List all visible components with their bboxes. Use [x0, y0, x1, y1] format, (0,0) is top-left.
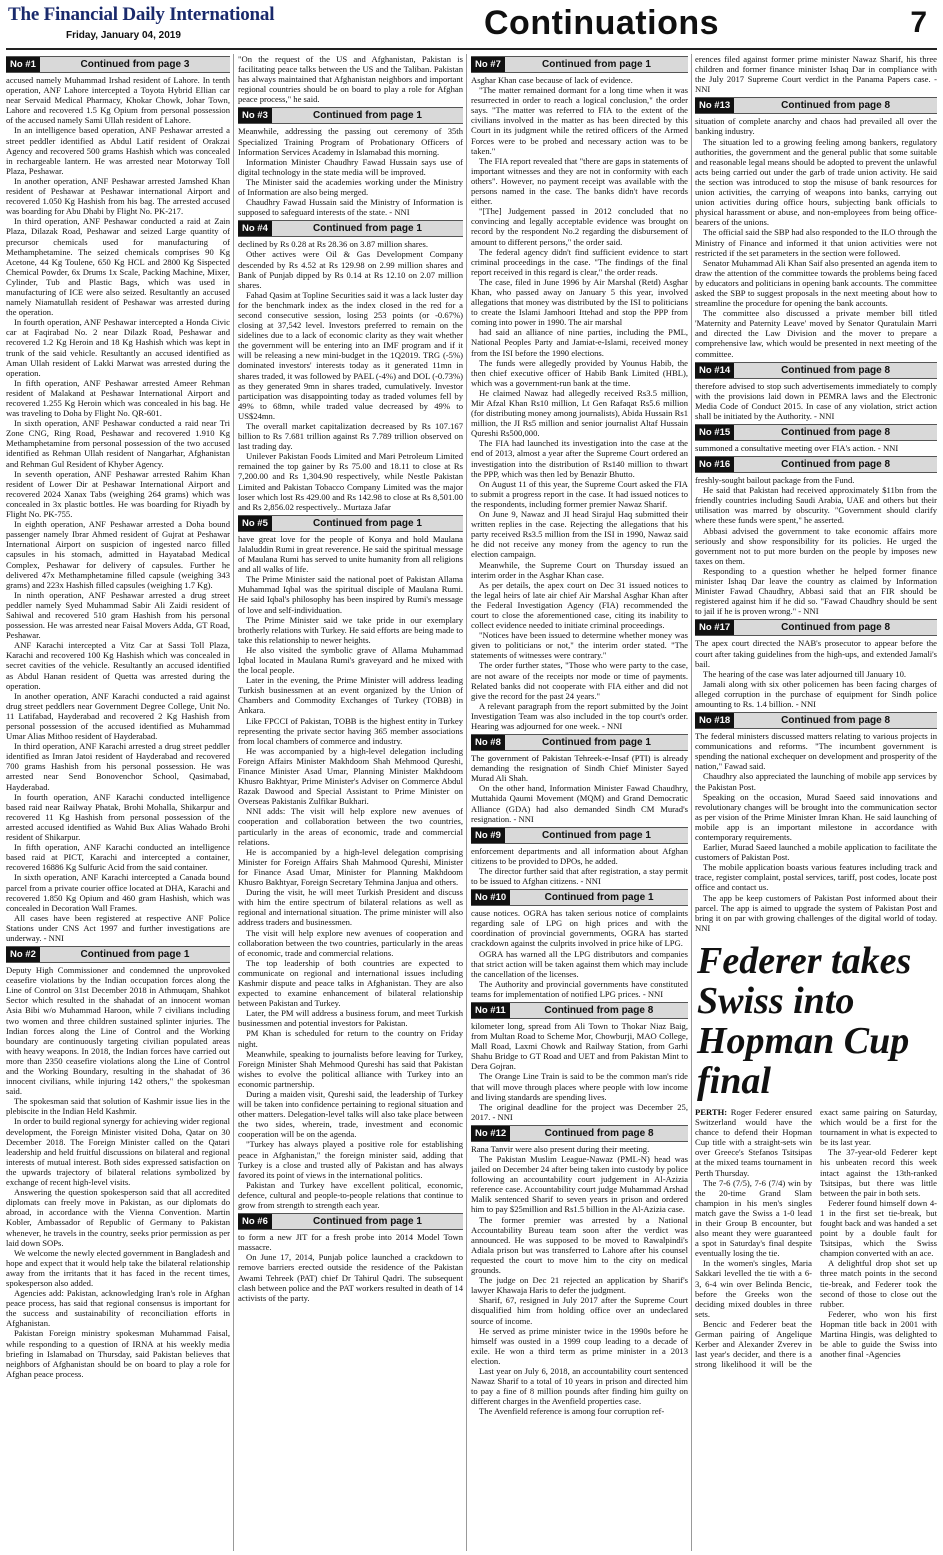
- story-number: No #4: [238, 221, 272, 236]
- story-body: [238, 54, 463, 104]
- story: [471, 734, 688, 824]
- paragraph: The government of Pakistan Tehreek-e-Insaf (PTI) is already demanding the resignation of Sindh Chief Minister Sayed Murad Ali Shah.: [471, 753, 688, 784]
- paragraph: situation of complete anarchy and chaos had prevailed all over the banking industry.: [695, 116, 937, 137]
- continuation-header: [6, 56, 230, 73]
- paragraph: In another operation, ANF Peshawar arrested Jamshed Khan resident of Peshawar at Peshawar international Airport and recovered 1.050 Kg Hashish from his bag. The arrested accused was boarding for Abu Dhabi by Flight No. PK-217.: [6, 175, 230, 217]
- paragraph: Meanwhile, speaking to journalists before leaving for Turkey, Foreign Minister Shah Mehmood Qureshi has said that Pakistan wishes to evolve the political alliance with Turkey into an economic partnership.: [238, 1048, 463, 1089]
- paper-name: The Financial Daily International: [8, 4, 275, 25]
- paragraph: He is accompanied by a high-level delegation comprising Minister for Foreign Affairs Shah Mahmood Qureshi, Minister for Finance Asad Umar, Minister for Planning Makhdoom Khusro Bakhtyar, Foreign Secretary Tehmina Janjua and others.: [238, 846, 463, 888]
- paragraph: The Orange Line Train is said to be the common man's ride that will move through places where people with low income and living standards are spending lives.: [471, 1071, 688, 1102]
- column-2: [238, 54, 463, 1551]
- continuation-header: [471, 1125, 688, 1142]
- continued-from: Continued from page 8: [781, 427, 891, 438]
- story: [695, 424, 937, 453]
- paragraph: In sixth operation, ANF Karachi intercepted a Canada bound parcel from a private courier office located at DHA, Karachi and recovered 1.850 Kg Opium and 460 gram Hashish, which was concealed in Decoration Wall Frames.: [6, 872, 230, 913]
- paragraph: In the women's singles, Maria Sakkari levelled the tie with a 6-3, 6-4 win over Belinda Bencic, before the Greeks won the deciding mixed doubles in three sets.: [695, 1258, 812, 1319]
- paragraph: A relevant paragraph from the report submitted by the Joint Investigation Team was also included in the top court's order. Hearing was adjourned for one week. - NNI: [471, 700, 688, 731]
- paragraph: The apex court directed the NAB's prosecutor to appear before the court after taking guidelines from the high-ups, and extended Jamali's bail.: [695, 638, 937, 669]
- story: [238, 107, 463, 217]
- story-number: No #17: [695, 620, 734, 635]
- paragraph: "The matter remained dormant for a long time when it was resurrected in order to reach a logical conclusion," the order says. "The matter was referred to FIA to the extent of the civilians involved in the matter as has been directed by this Court in its judgment while the retired officers of the Armed Forces were to be probed and necessary action was to be taken.": [471, 85, 688, 156]
- story: [695, 712, 937, 933]
- column-divider: [466, 54, 467, 1551]
- story-number: No #15: [695, 425, 734, 440]
- paragraph: Fahad Qasim at Topline Securities said it was a lack luster day for the benchmark index as the index closed in the red for a second consecutive session, losing 253 points (or -0.67%) closing at 37,542 level. Investors preferred to remain on the sidelines due to a lack of economic clarity as they wait whether the government will be entering into an IMF program and if it will be releasing a new mini-budget in the 1Q2019. TRG (-5%) dominated investors' interests today as it generated 11mn in shares traded, it was followed by PAEL (-4%) and DOL (-0.73%) as they generated 9mn in shares traded, cumulatively. Investor participation was disappointing today as traded volumes fell by 49% to 68mn, while traded value decreased by 49% to US$24mn.: [238, 289, 463, 421]
- paragraph: accused namely Muhammad Irshad resident of Lahore. In tenth operation, ANF Lahore intercepted a Toyota Hybrid Ellian car near Servaid Medical Pharmacy, Khokar Chowk, Johar Town, Lahore and recovered 1.5 Kg Opium from personal possession of the accused namely Sami Ullah resident of Lahore.: [6, 75, 230, 126]
- story-number: No #18: [695, 713, 734, 728]
- story-body: [471, 753, 688, 824]
- story-number: No #1: [6, 57, 40, 72]
- story: [238, 515, 463, 1210]
- story: [471, 1125, 688, 1417]
- story-body: [238, 239, 463, 512]
- continuation-header: [695, 456, 937, 473]
- paragraph: The federal agency didn't find sufficient evidence to start criminal proceedings in the case. "The findings of the final report received in this regard is clear," the order reads.: [471, 246, 688, 277]
- paragraph: In third operation, ANF Karachi arrested a drug street peddler identified as Imran Jatoi resident of Hayderabad and recovered 700 grams Hashish from his personal possession. He was arrested near Send Bonovenchor School, Qasimabad, Hayderabad.: [6, 741, 230, 792]
- story: [238, 1213, 463, 1303]
- paragraph: The Pakistan Muslim League-Nawaz (PML-N) head was jailed on December 24 after being taken into custody by police following an accountability court judgement in Al-Azizia reference case. Accountability court judge Muhammad Arshad Malik sentenced Sharif to seven years in prison and ordered him to pay $25million and Rs1.5 billion in the Al-Azizia case.: [471, 1154, 688, 1215]
- paragraph: therefore advised to stop such advertisements immediately to comply with the provisions laid down in PEMRA laws and the Electronic Media Code of Conduct 2015. In case of any violation, strict action shall be initiated by the Authority. - NNI: [695, 380, 937, 421]
- paragraph: Rana Tanvir were also present during their meeting.: [471, 1143, 650, 1154]
- continuation-header: [695, 619, 937, 636]
- paragraph: In ninth operation, ANF Peshawar arrested a drug street peddler namely Syed Muhammad Sabir Ali Zaidi resident of Sahiwal and recovered 510 gram Hashish from his personal possession. He was arrested near Faisal Movers Adda, GT Road, Peshawar.: [6, 589, 230, 641]
- paragraph: Last year on July 6, 2018, an accountability court sentenced Nawaz Sharif to a total of 10 years in prison and directed him to pay a fine of 8 million pounds after finding him guilty on different charges in the Avenfield properties case.: [471, 1365, 688, 1407]
- paragraph: kilometer long, spread from Ali Town to Thokar Niaz Baig, from Multan Road to Scheme Mor, Chowburji, MAO College, Mall Road, Laxmi Chowk and Railway Station, from Garhi Shahu Bridge to GT Road and UET and from Pakistan Mint to Dera Gojran.: [471, 1020, 688, 1072]
- paragraph: The director further said that after registration, a stay permit to be issued to Afghan citizens. - NNI: [471, 865, 688, 887]
- paragraph: Federer, who won his first Hopman title back in 2001 with Martina Hingis, was delighted to be able to guide the Swiss into another final -Agencies: [820, 1308, 937, 1360]
- paragraph: He said that Pakistan had received approximately $11bn from the friendly countries including Saudi Arabia, UAE and others but their utilisation was marred by obscurity. "Government should clarify where these funds were spent," he asserted.: [695, 485, 937, 526]
- paragraph: The Minister said the academies working under the Ministry of Information are also being merged.: [238, 176, 463, 198]
- paragraph: Like FPCCI of Pakistan, TOBB is the highest entity in Turkey representing the private sector having 365 member associations from local chambers of commerce and industry.: [238, 715, 463, 746]
- continued-from: Continued from page 3: [80, 59, 190, 70]
- paragraph: Abbasi advised the government to take economic affairs more seriously and show responsibility for its policies. He urged the government not to put more burden on the people by imposes new taxes on them.: [695, 525, 937, 566]
- paragraph: The 7-6 (7/5), 7-6 (7/4) win by the 20-time Grand Slam champion in his men's singles match gave the Swiss a 1-0 lead in their Group B encounter, but also meant they were guaranteed a spot in Saturday's final despite eventually losing the tie.: [695, 1177, 812, 1259]
- continuation-header: [695, 712, 937, 729]
- story-body: [695, 475, 937, 616]
- story: [695, 97, 937, 358]
- paragraph: Other actives were Oil & Gas Development Company descended by Rs 4.52 at Rs 129.98 on 2.99 million shares and Bank of Punjab dipped by Rs 0.14 at Rs 12.10 on 2.07 million shares.: [238, 249, 463, 290]
- story: [471, 827, 688, 886]
- story-body: [471, 1021, 688, 1122]
- paragraph: Asghar Khan case because of lack of evidence.: [471, 75, 633, 85]
- paragraph: The federal ministers discussed matters relating to various projects in communications and reforms. "The incumbent government is spending the national exchequer on development and prosperity of the nation," Fawad said.: [695, 731, 937, 772]
- paragraph: "On the request of the US and Afghanistan, Pakistan is facilitating peace talks between the US and the Taliban. Pakistan has always maintained that Afghanistan neighbors and important regional countries should be on board to play a role for Afghan peace process," he said.: [238, 54, 463, 105]
- paragraph: The committee also discussed a private member bill titled 'Maternity and Paternity Leave' moved by Senator Quratulain Marri and directed the Law Division and the mover to prepare a comprehensive law, which would be presented in next meeting of the committee.: [695, 308, 937, 359]
- story: [695, 54, 937, 94]
- paragraph: Senator Muhammad Ali Khan Saif also presented an agenda item to draw the attention of the committee towards the problems being faced by educators and politicians in opening bank accounts. The committee asked the SBP to suggest proposals in the next meeting about how to streamline the procedure for opening the bank accounts.: [695, 257, 937, 309]
- paragraph: Deputy High Commissioner and condemned the unprovoked ceasefire violations by the Indian occupation forces along the Line of Control on 31st December 2018 in Athmuqam, Shahkot Sector which resulted in the shahadat of an innocent woman Asia Bibi w/o Muhammad Haroon, while 7 civilians including two women and three children sustained splinter injuries. The Indian forces along the Line of Control and the Working boundary are continuously targeting civilian populated areas with heavy weapons. In 2018, the Indian forces have carried out more than 2350 ceasefire violations along the Line of Control and the Working Boundary, resulting in the shahadat of 36 innocent civilians, while injuring 142 others," the spokesman said.: [6, 965, 230, 1097]
- column-1: [6, 54, 230, 1551]
- story-body: [695, 116, 937, 358]
- story-number: No #10: [471, 890, 510, 905]
- paragraph: He claimed Nawaz had allegedly received Rs3.5 million, Mir Afzal Khan Rs10 million, Lt Gen Rafaqat Rs5.6 million (for distributing money among journalists), Abida Hussain Rs1 million, the JI Rs5 million and senior journalist Altaf Hussain Qureshi Rs500,000.: [471, 387, 688, 439]
- paragraph: Earlier, Murad Saeed launched a mobile application to facilitate the customers of Pakistan Post.: [695, 842, 937, 863]
- paragraph: Answering the question spokesperson said that all accredited diplomats can freely move in Pakistan, as our diplomats do abroad, in accordance with the Vienna Convention. Martin Kobler, Ambassador of Republic of Germany to Pakistan whenever, he travels in the country, seeks prior permission as per laid down SOPs.: [6, 1187, 230, 1248]
- continued-from: Continued from page 8: [781, 622, 891, 634]
- paragraph: The Avenfield reference is among four corruption ref-: [479, 1406, 665, 1417]
- paragraph: erences filed against former prime minister Nawaz Sharif, his three children and former finance minister Ishaq Dar in compliance with the July 2017 Supreme Court verdict in the Panama Papers case. - NNI: [695, 54, 937, 95]
- paragraph: Jamali along with six other policemen has been facing charges of alleged corruption in the purchase of equipment for Sindh police amounting to Rs. 1.4 billion. - NNI: [695, 678, 937, 709]
- paragraph: A delightful drop shot set up three match points in the second tie-break, and Federer took the second of those to close out the rubber.: [820, 1258, 937, 1309]
- paragraph: In order to build regional synergy for achieving wider regional development, the Foreign Minister visited Doha, Qatar on 30 December 2018. The Foreign Minister called on the Qatari leadership and held fruitful discussions on bilateral and regional interests of mutual interest. Both sides expressed satisfaction on the upwards trajectory of bilateral relations symbolized by exchange of recent high-level visits.: [6, 1116, 230, 1188]
- story-body: [6, 965, 230, 1379]
- column-divider: [691, 54, 692, 1551]
- story: [471, 1002, 688, 1122]
- story-number: No #2: [6, 947, 40, 962]
- story-number: No #14: [695, 363, 734, 378]
- story-body: [471, 1144, 688, 1417]
- story: [695, 362, 937, 421]
- paragraph: enforcement departments and all information about Afghan citizens to be provided to DPOs, he added.: [471, 845, 688, 866]
- section-title: Continuations: [484, 4, 720, 42]
- continued-from: Continued from page 1: [80, 949, 190, 961]
- paragraph-text: Roger Federer ensured Switzerland would have the chance to defend their Hopman Cup title with a straight-sets win over Greece's Stefanos Tsitsipas at the mixed teams tournament in Perth Thursday.: [695, 1106, 812, 1178]
- column-divider: [233, 54, 234, 1551]
- paragraph: The official said the SBP had also responded to the ILO through the Ministry of Finance and informed it that union activities were not restricted if the set parameters in the section were followed.: [695, 227, 937, 258]
- story-number: No #11: [471, 1003, 510, 1018]
- continued-from: Continued from page 1: [312, 110, 422, 122]
- story: [6, 946, 230, 1379]
- masthead: [6, 0, 937, 50]
- continued-from: Continued from page 8: [781, 100, 891, 112]
- story: [471, 889, 688, 999]
- paragraph: ANF Karachi intercepted a Vitz Car at Sassi Toll Plaza, Karachi and recovered 100 Kg Hashish which was concealed in secret cavities of the vehicle. Resultantly an accused identified as Abdul Hanan resident of Quetta was arrested during the operation.: [6, 640, 230, 691]
- paragraph: have great love for the people of Konya and hold Maulana Jalaluddin Rumi in great reverence. He said the spiritual message of Maulana Rumi has served to unite humanity from all religions and all walks of life.: [238, 533, 463, 575]
- paragraph: On August 11 of this year, the Supreme Court asked the FIA to submit a progress report in the case. It had issued notices to the respondents, including former premier Nawaz Sharif.: [471, 478, 688, 509]
- paper-date: Friday, January 04, 2019: [66, 30, 181, 41]
- paragraph: In third operation, ANF Peshawar conducted a raid at Zain Plaza, Dilazak Road, Peshawar and seized Large quantity of precursor chemicals used for manufacturing of Methamphetamine. The seized chemicals comprises 90 Kg Acetone, 44 Kg Toulene, 650 Kg HCL and 2800 Kg Sispected Chemical Powder, 6x Drums 1x Scale, Packing Machine, Mixer, Cylinder, Tub and Plastic Bags, which was used in manufacturing of ICE were also seized. Resultantly an accused namely Niamatullah resident of Peshawar was arrested during the operation.: [6, 216, 230, 318]
- continuation-header: [238, 107, 463, 124]
- paragraph: Later in the evening, the Prime Minister will address leading Turkish businessmen at an event organized by the Union of Chambers and Commodity Exchanges of Turkey (TOBB) in Ankara.: [238, 675, 463, 716]
- continuation-header: [471, 827, 688, 844]
- continuation-header: [695, 424, 937, 441]
- story-number: No #5: [238, 516, 272, 531]
- paragraph: PM Khan is scheduled for return to the country on Friday night.: [238, 1028, 463, 1049]
- paragraph: had said an alliance of nine parties, including the PML, National Peoples Party and Jamiat-e-Islami, received money from the ISI before the 1990 elections.: [471, 327, 688, 358]
- paragraph: The 37-year-old Federer kept his unbeaten record this week intact against the 13th-ranked Tsitsipas, but there was little between the pair in both sets.: [820, 1147, 937, 1198]
- continuation-header: [238, 220, 463, 237]
- paragraph: During the visit, he will meet Turkish President and discuss with him the entire spectrum of bilateral relations as well as regional and international situation. The prime minister will also address traders and businessmen.: [238, 887, 463, 928]
- paragraph: He served as prime minister twice in the 1990s before he himself was ousted in a 1999 coup leading to a decade of exile. He won a third term as prime minister in a 2013 election.: [471, 1325, 688, 1366]
- continued-from: Continued from page 8: [544, 1004, 654, 1016]
- story: [695, 456, 937, 616]
- paragraph: In fifth operation, ANF Peshawar arrested Ameer Rehman resident of Malakand at Peshawar International Airport and recovered 1.255 Kg Heroin which was concealed in his bag. He was traveling to Doha by Flight No. QR-601.: [6, 377, 230, 419]
- story: [471, 56, 688, 731]
- paragraph: The FIA had launched its investigation into the case at the end of 2013, almost a year after the Supreme Court ordered an investigation into the distribution of Rs140 million to thwart the PPP, which was then led by Benazir Bhutto.: [471, 438, 688, 479]
- paragraph: All cases have been registered at respective ANF Police Stations under CNS Act 1997 and further investigations are underway. - NNI: [6, 912, 230, 943]
- paragraph: "Turkey has always played a positive role for establishing peace in Afghanistan," the foreign minister said, adding that Turkey is a close and trusted ally of Pakistan and has always favored its point of views in the international politics.: [238, 1139, 463, 1180]
- story-body: [238, 534, 463, 1210]
- paragraph: cause notices. OGRA has taken serious notice of complaints regarding sale of LPG on high prices and with the coordination of provincial governments, OGRA has started crackdown against the culprits involved in price hike of LPG.: [471, 908, 688, 949]
- continued-from: Continued from page 1: [544, 892, 654, 904]
- paragraph: On June 9, Nawaz and JI head Sirajul Haq submitted their written replies in the case. Rejecting the allegations that his party received Rs3.5 million from the ISI in 1990, Nawaz said he did not receive any money from the agency to run the election campaign.: [471, 509, 688, 560]
- paragraph: The mobile application boasts various features including track and trace, register complaint, postal services, tariff, post codes, locate post office and contact us.: [695, 862, 937, 893]
- continued-from: Continued from page 8: [781, 715, 891, 727]
- paragraph: In an intelligence based operation, ANF Peshawar arrested a street peddler identified as Abdul Latif resident of Orakzai Agency and recovered 500 grams Hashish which was concealed in rechargeable lantern. He was arrested near Motorway Toll Plaza, Peshawar.: [6, 125, 230, 176]
- story-body: [695, 638, 937, 709]
- paragraph: The funds were allegedly provided by Younus Habib, the then chief executive officer of Habib Bank Limited (HBL), which was a government-run bank at the time.: [471, 357, 688, 388]
- paragraph: Chaudhry also appreciated the launching of mobile app services by the Pakistan Post.: [695, 771, 937, 792]
- continued-from: Continued from page 1: [541, 829, 651, 841]
- continuation-header: [471, 734, 688, 751]
- paragraph: In seventh operation, ANF Peshawar arrested Rahim Khan resident of Lower Dir at Peshawar International Airport and recovered 2024 Xanax Tabs (weighing 264 grams) which was concealed in 3x plastic bottles. He was boarding for Riyadh by Flight No. PK-755.: [6, 468, 230, 520]
- story-number: No #13: [695, 98, 734, 113]
- paragraph: Agencies add: Pakistan, acknowledging Iran's role in Afghan peace process, has said that regional consensus is important for the success and sustainability of reconciliation efforts in Afghanistan.: [6, 1288, 230, 1329]
- paragraph: In sixth operation, ANF Peshawar conducted a raid near Tri Zone CNG, Ring Road, Peshawar and recovered 1.910 Kg Methamphetamine from personal possession of the two accused identified as Rehman Ullah resident of Nangarhar, Afghanistan and Rehman Gul Resident of Khyber Agency.: [6, 418, 230, 469]
- continuation-header: [695, 97, 937, 114]
- paragraph: The visit will help explore new avenues of cooperation and collaboration between the two countries, particularly in the areas of economic, trade and commercial relations.: [238, 927, 463, 958]
- continued-from: Continued from page 8: [544, 1127, 654, 1139]
- story-number: No #3: [238, 108, 272, 123]
- paragraph: The overall market capitalization decreased by Rs 107.167 billion to Rs 7.681 trillion against Rs 7.789 trillion observed on last trading day.: [238, 421, 463, 452]
- story: [238, 54, 463, 104]
- continuation-header: [238, 1213, 463, 1230]
- column-4: [695, 54, 937, 1551]
- story-number: No #9: [471, 828, 505, 843]
- continuation-header: [471, 889, 688, 906]
- paragraph: Sharif, 67, resigned in July 2017 after the Supreme Court disqualified him from holding office over an undeclared source of income.: [471, 1295, 688, 1326]
- story-number: No #6: [238, 1214, 272, 1229]
- column-3: [471, 54, 688, 1551]
- story: [695, 619, 937, 709]
- story-number: No #12: [471, 1126, 510, 1141]
- continued-from: Continued from page 1: [312, 1216, 422, 1228]
- paragraph: We welcome the newly elected government in Bangladesh and hope and expect that it would help take the bilateral relationship away from the irritants that it has faced in the recent times, spokesperson also added.: [6, 1247, 230, 1288]
- paragraph: Pakistan Foreign ministry spokesman Muhammad Faisal, while responding to a question of IRNA at his weekly media briefing in Islamabad on Thursday, said Pakistan believes that neighbors of Afghanistan should be on board to play a role for Afghan peace process.: [6, 1328, 230, 1379]
- dateline: PERTH:: [695, 1106, 728, 1117]
- continuation-header: [695, 362, 937, 379]
- continued-from: Continued from page 8: [781, 364, 891, 376]
- paragraph: freshly-sought bailout package from the Fund.: [695, 475, 855, 486]
- paragraph: In fourth operation, ANF Peshawar intercepted a Honda Civic car at Faqirabad No. 2 near Dilazk Road, Peshawar and recovered 1.2 Kg Heroin and 18 Kg Hashish which was kept in trunk of the said vehicle. Resultantly an accused identified as Aman Ullah resident of Lakki Marwat was arrested during the operation.: [6, 317, 230, 378]
- paragraph: He also visited the symbolic grave of Allama Muhammad Iqbal located in Maulana Rumi's graveyard and he mixed with the local people.: [238, 644, 463, 676]
- story-body: [695, 731, 937, 933]
- continuation-header: [471, 56, 688, 73]
- paragraph: The top leadership of both countries are expected to communicate on regional and international issues including Kashmir dispute and peace talks in Afghanistan. They are also expected to examine enhancement of bilateral relationship between Pakistan and Turkey.: [238, 957, 463, 1009]
- story-body: [695, 54, 937, 94]
- paragraph: Chaudhry Fawad Hussain said the Ministry of Information is supposed to safeguard interests of the state. - NNI: [238, 197, 463, 218]
- story-body: [6, 75, 230, 943]
- paragraph: Later, the PM will address a business forum, and meet Turkish businessmen and potential investors for Pakistan.: [238, 1008, 463, 1029]
- paragraph: During a maiden visit, Qureshi said, the leadership of Turkey will be taken into confidence pertaining to regional situation and other matters. Delegation-level talks will also take place between the two sides, wherein, trade, investment and economic cooperation will be on the agenda.: [238, 1089, 463, 1140]
- paragraph: Meanwhile, addressing the passing out ceremony of 35th Specialized Training Program of Probationary Officers of Information Services Academy in Islamabad this morning.: [238, 126, 463, 157]
- paragraph: As per details, the apex court on Dec 31 issued notices to the legal heirs of late air chief Air Marshal Asghar Khan after the Federal Investigation Agency (FIA) recommended the court to close the aforementioned case, citing its inability to collect evidence needed to initiate criminal proceedings.: [471, 579, 688, 631]
- paragraph: to form a new JIT for a fresh probe into 2014 Model Town massacre.: [238, 1232, 463, 1253]
- continued-from: Continued from page 1: [541, 59, 651, 70]
- paragraph: NNI adds: The visit will help explore new avenues of cooperation and collaboration between the two countries, particularly in the areas of economic, trade and commercial relations.: [238, 806, 463, 847]
- story-number: No #7: [471, 57, 505, 72]
- paragraph: On June 17, 2014, Punjab police launched a crackdown to remove barriers erected outside the residence of the Pakistan Awami Tehreek (PAT) chief Dr Tahirul Qadri. The subsequent clash between police and the PAT workers resulted in death of 14 activists of the party.: [238, 1252, 463, 1303]
- continued-from: Continued from page 1: [312, 517, 422, 529]
- paragraph: The hearing of the case was later adjourned till January 10.: [703, 668, 907, 679]
- paragraph: Meanwhile, the Supreme Court on Thursday issued an interim order in the Asghar Khan case.: [471, 559, 688, 580]
- paragraph: "Notices have been issued to determine whether money was given to politicians or not," the interim order stated. "The statements of witnesses were contrary.": [471, 630, 688, 661]
- story-number: No #16: [695, 457, 734, 472]
- paragraph: In fifth operation, ANF Karachi conducted an intelligence based raid at PICT, Karachi and intercepted a container, recovered 16886 Kg Sulfuric Acid from the said container.: [6, 842, 230, 873]
- paragraph: "[The] Judgement passed in 2012 concluded that no convincing and legally acceptable evidence was brought on record by the respondent No.2 regarding the disbursement of amount to different persons," the order said.: [471, 206, 688, 247]
- paragraph: [695, 1107, 812, 1178]
- paragraph: The judge on Dec 21 rejected an application by Sharif's lawyer Khawaja Haris to defer the judgment.: [471, 1275, 688, 1296]
- paragraph: Responding to a question whether he helped former finance minister Ishaq Dar leave the country as claimed by Information Minister Fawad Chaudhry, Abbasi said that an FIR should be registered against him if he did so. "Fawad Chaudhry should be sent to jail if he is proven wrong." - NNI: [695, 565, 937, 617]
- story-body: [238, 126, 463, 217]
- paragraph: On the other hand, Information Minister Fawad Chaudhry, Muttahida Qaumi Movement (MQM) and Grand Democratic Alliance (GDA) had also demanded Sindh CM Murad's resignation. - NNI: [471, 783, 688, 824]
- paragraph: The spokesman said that solution of Kashmir issue lies in the plebiscite in the Indian Held Kashmir.: [6, 1096, 230, 1117]
- story-number: No #8: [471, 735, 505, 750]
- paragraph: Federer found himself down 4-1 in the first set tie-break, but fought back and was handed a set point by a double fault for Tsitsipas, which the Swiss champion converted with an ace.: [820, 1197, 937, 1259]
- paragraph: The app be keep customers of Pakistan Post informed about their parcel. The app is aimed to upgrade the system of Pakistan Post and bring it on par with growing challenges of the digital world of today. NNI: [695, 892, 937, 933]
- continuation-header: [471, 1002, 688, 1019]
- story-body: [471, 846, 688, 886]
- paragraph: summoned a consultative meeting over FIA's action. - NNI: [695, 443, 899, 453]
- paragraph: The FIA report revealed that "there are gaps in statements of important witnesses and they are not in conformity with each others". However, no payment receipt was available with the persons named in the case. The banks didn't have records either.: [471, 155, 688, 207]
- story-body: [695, 443, 937, 453]
- paragraph: In another operation, ANF Karachi conducted a raid against drug street peddlers near Government Degree College, Unit No. 11 Latifabad, Hayderabad and recovered 2 Kg Hashish from personal possession of the accused identified as Muhammad Umar Alias Mithoo resident of Hayderabad.: [6, 690, 230, 742]
- paragraph: Unilever Pakistan Foods Limited and Mari Petroleum Limited remained the top gainer by Rs 75.00 and 18.11 to close at Rs 7,200.00 and Rs 1,304.90 respectively, while Nestle Pakistan Limited and Pakistan Tobacco Company Limited was the major loser which lost Rs 429.00 and Rs 142.98 to close at Rs 8,501.00 and Rs 2,856.02 respectively.. Murtaza Jafar: [238, 451, 463, 512]
- page-number: 7: [910, 6, 927, 39]
- paragraph: He was accompanied by a high-level delegation including Foreign Affairs Minister Makhdoom Shah Mehmood Qureshi, Finance Minister Asad Umar, Planning Minister Makhdoom Khusro Bakhtyar, Prime Minister's Adviser on Commerce Abdul Razak Dawood and Special Assistant to Prime Minister on Overseas Pakistanis Zulfikar Bukhari.: [238, 745, 463, 807]
- paragraph: OGRA has warned all the LPG distributors and companies that strict action will be taken against them which may include the cancellation of the licenses.: [471, 948, 688, 979]
- paragraph: The Authority and provincial governments have constituted teams for implementation of notified LPG prices. - NNI: [471, 978, 688, 999]
- continued-from: Continued from page 1: [541, 737, 651, 749]
- continuation-header: [238, 515, 463, 532]
- paragraph: The order further states, "Those who were party to the case, are not aware of the receipts nor mode or time of payments. Related banks did not cooperate with FIA either and did not give the record for the past 24 years.": [471, 660, 688, 701]
- paragraph: In eighth operation, ANF Peshawar arrested a Doha bound passenger namely Ibrar Ahmed resident of Gujrat at Peshawar International Airport on suspicion of ingested narco filled capsules in his stomach, admitted in Hayatabad Medical Complex, Peshawar for delivery of capsules. Further he delivered 47x Methamphetamine filled capsule (weighing 343 grams) and 223x Hashish filled capsules (weighing 1.7 Kg).: [6, 519, 230, 590]
- story-body: [238, 1232, 463, 1303]
- paragraph: In fourth operation, ANF Karachi conducted intelligence based raid near Railway Phatak, Brohi Mohalla, Shikarpur and recovered 11 Kg Hashish from personal possession of the arrested accused identified as Wahid Bux Alias Wahado Brohi resident of Shikarpur.: [6, 791, 230, 843]
- paragraph: The original deadline for the project was December 25, 2017. - NNI: [471, 1101, 688, 1122]
- story-body: [471, 908, 688, 999]
- paragraph: Bencic and Federer beat the German pairing of Angelique Kerber and Alexander Zverev in last year's decider, and there is a strong likelihood it will be the exact same pairing on Saturday, which would be a first for the tournament in what is expected to be its last year.: [695, 1106, 937, 1370]
- paragraph: The Prime Minister said we take pride in our exemplary brotherly relations with Turkey. He said efforts are being made to take this relationship to newer heights.: [238, 614, 463, 645]
- paragraph: The Prime Minister said the national poet of Pakistan Allama Muhammad Iqbal was the spiritual disciple of Maulana Rumi. He said Iqbal's philosophy has been inspired by Rumi's message of love and self-individuation.: [238, 574, 463, 615]
- paragraph: The former premier was arrested by a National Accountability Bureau team soon after the verdict was announced. He was supposed to be moved to Rawalpindi's Adiala prison but was transferred to Lahore after his counsel requested the court to move him to the city on medical grounds.: [471, 1214, 688, 1276]
- continued-from: Continued from page 1: [312, 223, 422, 235]
- story: [238, 220, 463, 512]
- paragraph: The situation led to a growing feeling among bankers, regulatory authorities, the government and the general public that some suitable and reasonable legal means should be adopted to prevent the unlawful acts being carried out under the garb of trade union activity. He said the section was introduced to stop the misuse of bank resources for union activities, the carrying of weapons into banks, carrying out union activities during office hours, subjecting bank officials to physical harassment or abuse, and non-employees from being office-bearers of the unions.: [695, 136, 937, 228]
- story-body: [695, 381, 937, 421]
- paragraph: Pakistan and Turkey have excellent political, economic, defence, cultural and people-to-people relations that continue to grow from strength to strength each year.: [238, 1179, 463, 1211]
- paragraph: Speaking on the occasion, Murad Saeed said innovations and revolutionary changes will be brought into the communication sector as per vision of the Prime Minister Imran Khan. He said launching of mobile app is an important milestone in accordance with contemporary requirements.: [695, 791, 937, 842]
- story-body: [471, 75, 688, 731]
- feature-headline: Federer takes Swiss into Hopman Cup final: [697, 939, 912, 1102]
- paragraph: The case, filed in June 1996 by Air Marshal (Retd) Asghar Khan, who passed away on January 5 this year, involved allegations that money was distributed by the ISI to politicians to create the Islami Jamhoori Ittehad and stop the PPP from coming into power in 1990. The air marshal: [471, 276, 688, 328]
- continued-from: Continued from page 8: [781, 459, 891, 471]
- story: [6, 56, 230, 943]
- paragraph: declined by Rs 0.28 at Rs 28.36 on 3.87 million shares.: [238, 239, 429, 250]
- continuation-header: [6, 946, 230, 963]
- paragraph: Information Minister Chaudhry Fawad Hussain says use of digital technology in the state media will be improved.: [238, 156, 463, 177]
- feature-body: [695, 1107, 937, 1369]
